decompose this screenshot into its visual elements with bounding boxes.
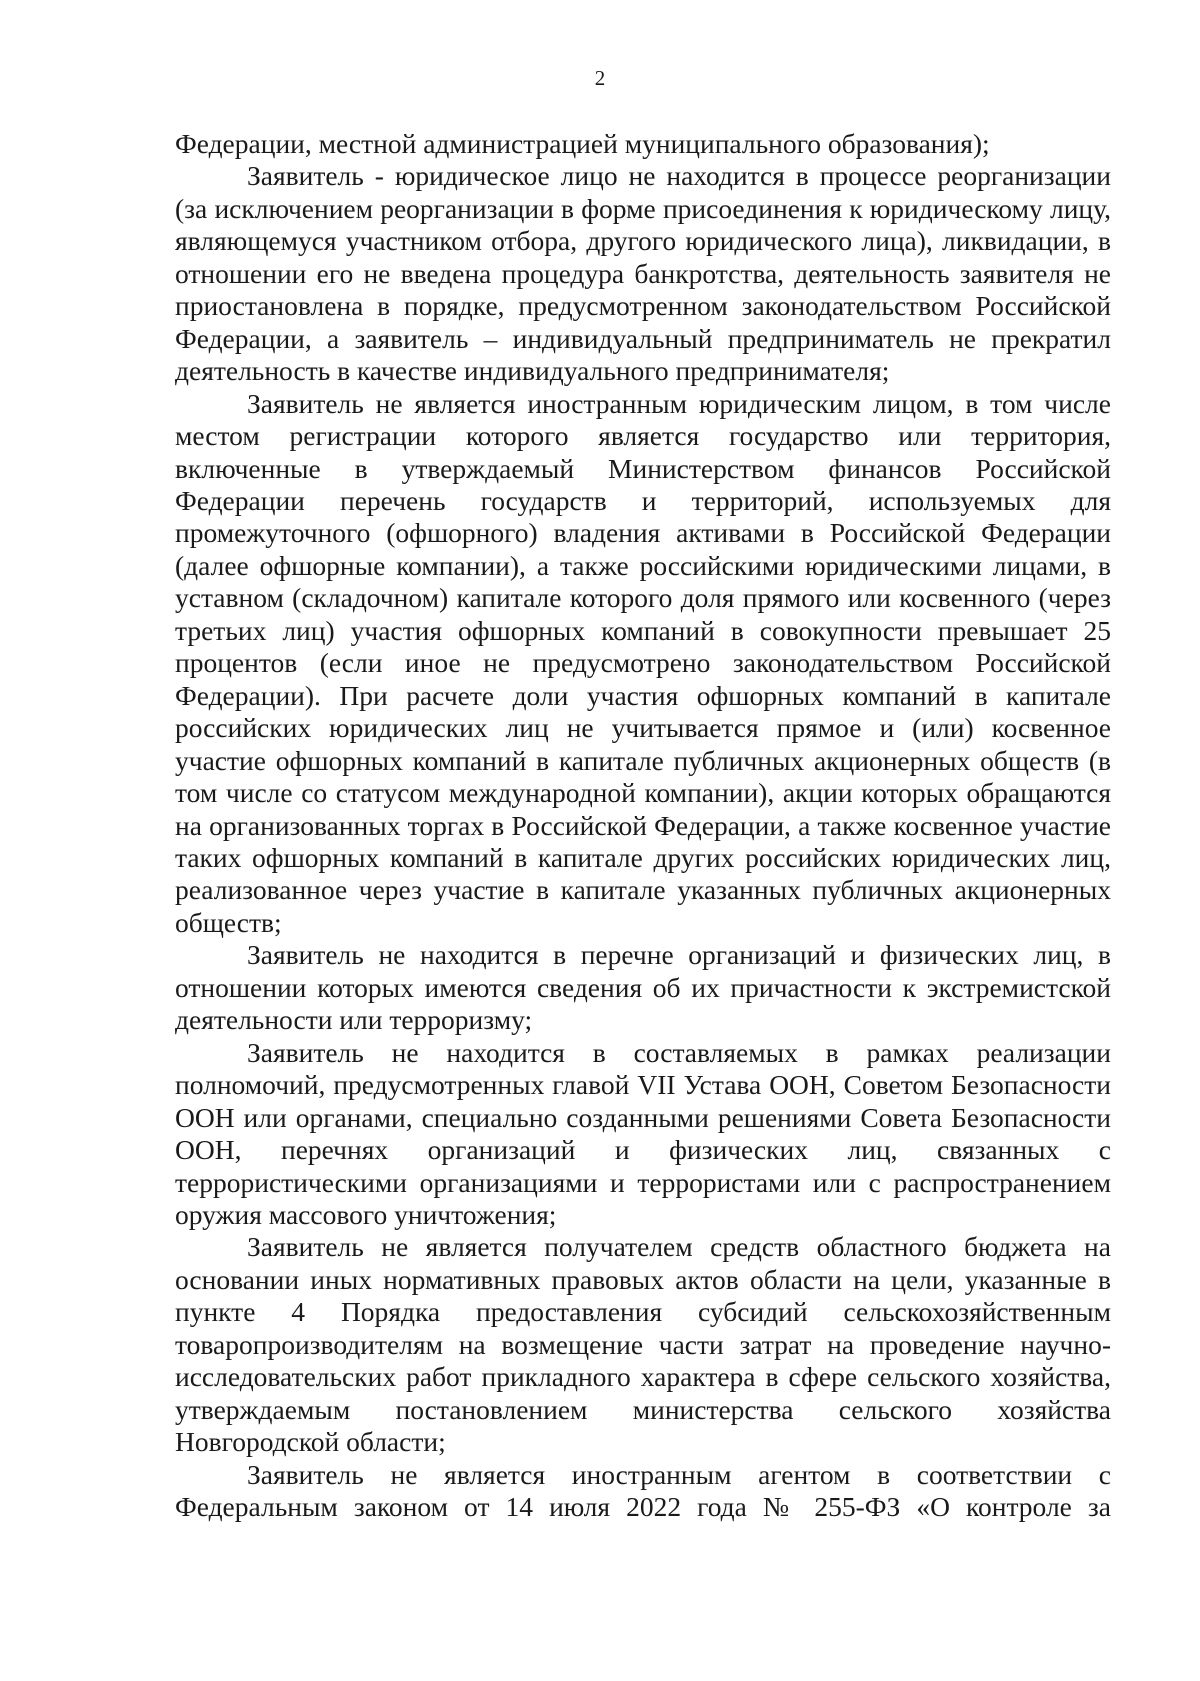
paragraph-continuation: Федерации, местной администрацией муниципального образования); bbox=[175, 128, 990, 159]
page-number: 2 bbox=[594, 66, 606, 90]
paragraph-un-sanctions: Заявитель не находится в составляемых в рамках реализации полномочий, предусмотренных главой VII Устава ООН, Советом Безопасности ООН или органами, специально созданными решениями Совета Безопасности ООН, перечнях организаций и физических лиц, связанных с террористическими организациями и террористами или с распространением оружия массового уничтожения; bbox=[175, 1036, 1111, 1230]
paragraph-budget-recipient: Заявитель не является получателем средств областного бюджета на основании иных нормативных правовых актов области на цели, указанные в пункте 4 Порядка предоставления субсидий сельскохозяйственным товаропроизводителям на возмещение части затрат на проведение научно-исследовательских работ прикладного характера в сфере сельского хозяйства, утверждаемым постановлением министерства сельского хозяйства Новгородской области; bbox=[175, 1231, 1111, 1458]
paragraph-extremism: Заявитель не находится в перечне организаций и физических лиц, в отношении которых имеются сведения об их причастности к экстремистской деятельности или терроризму; bbox=[175, 939, 1111, 1036]
paragraph-reorganization: Заявитель - юридическое лицо не находится в процессе реорганизации (за исключением реорганизации в форме присоединения к юридическому лицу, являющемуся участником отбора, другого юридического лица), ликвидации, в отношении его не введена процедура банкротства, деятельность заявителя не приостановлена в порядке, предусмотренном законодательством Российской Федерации, а заявитель – индивидуальный предприниматель не прекратил деятельность в качестве индивидуального предпринимателя; bbox=[175, 160, 1111, 387]
document-body bbox=[175, 128, 1111, 1523]
paragraph-offshore: Заявитель не является иностранным юридическим лицом, в том числе местом регистрации которого является государство или территория, включенные в утверждаемый Министерством финансов Российской Федерации перечень государств и территорий, используемых для промежуточного (офшорного) владения активами в Российской Федерации (далее офшорные компании), а также российскими юридическими лицами, в уставном (складочном) капитале которого доля прямого или косвенного (через третьих лиц) участия офшорных компаний в совокупности превышает 25 процентов (если иное не предусмотрено законодательством Российской Федерации). При расчете доли участия офшорных компаний в капитале российских юридических лиц не учитывается прямое и (или) косвенное участие офшорных компаний в капитале публичных акционерных обществ (в том числе со статусом международной компании), акции которых обращаются на организованных торгах в Российской Федерации, а также косвенное участие таких офшорных компаний в капитале других российских юридических лиц, реализованное через участие в капитале указанных публичных акционерных обществ; bbox=[175, 387, 1111, 938]
paragraph-foreign-agent: Заявитель не является иностранным агентом в соответствии с Федеральным законом от 14 июля 2022 года № 255-ФЗ «О контроле за bbox=[175, 1458, 1111, 1523]
